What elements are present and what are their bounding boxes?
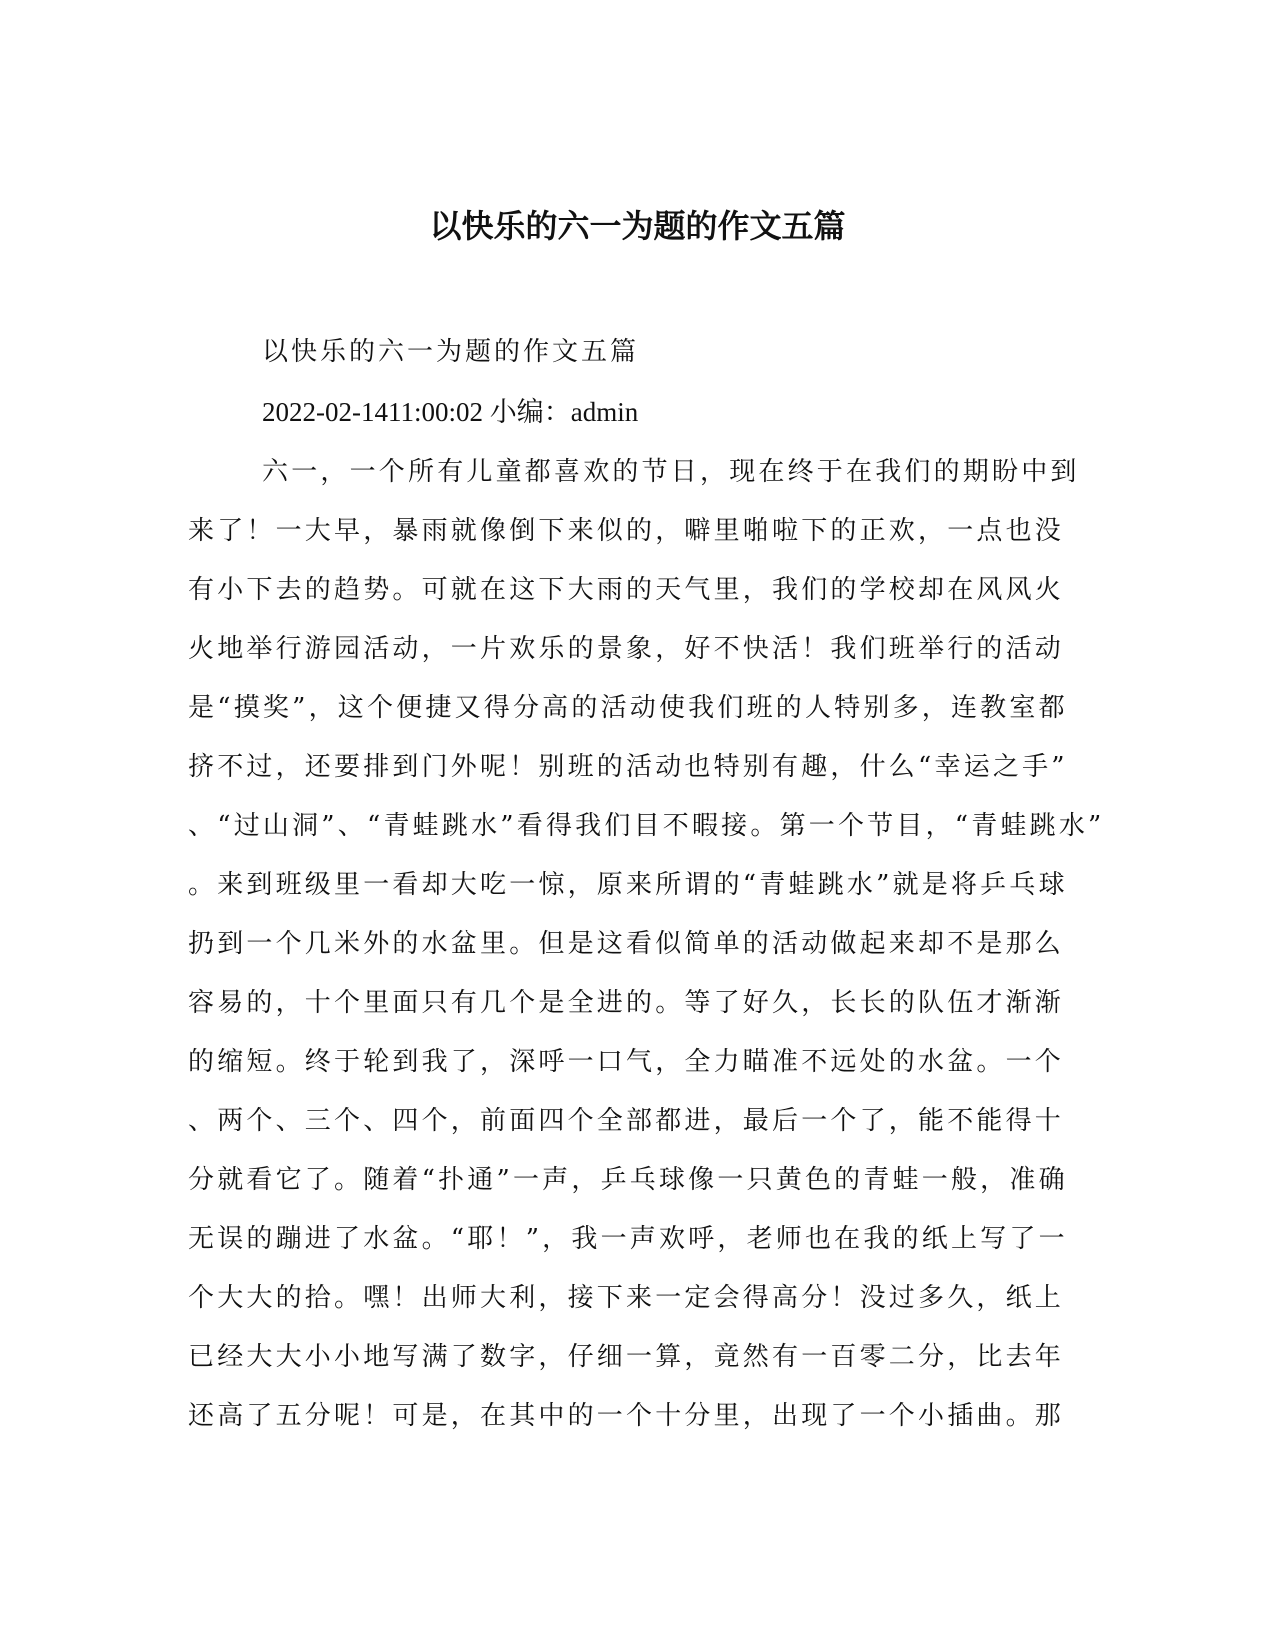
- article-subtitle: 以快乐的六一为题的作文五篇: [262, 337, 640, 367]
- body-line: 无误的蹦进了水盆。“耶！”，我一声欢呼，老师也在我的纸上写了一: [188, 1224, 1068, 1254]
- body-line: 、两个、三个、四个，前面四个全部都进，最后一个了，能不能得十: [188, 1106, 1065, 1136]
- body-line: 是“摸奖”，这个便捷又得分高的活动使我们班的人特别多，连教室都: [188, 693, 1068, 723]
- body-line: 。来到班级里一看却大吃一惊，原来所谓的“青蛙跳水”就是将乒乓球: [188, 870, 1068, 900]
- body-line: 火地举行游园活动，一片欢乐的景象，好不快活！我们班举行的活动: [188, 634, 1065, 664]
- body-line: 还高了五分呢！可是，在其中的一个十分里，出现了一个小插曲。那: [188, 1401, 1065, 1431]
- body-line: 挤不过，还要排到门外呢！别班的活动也特别有趣，什么“幸运之手”: [188, 752, 1068, 782]
- body-line: 来了！一大早，暴雨就像倒下来似的，噼里啪啦下的正欢，一点也没: [188, 516, 1065, 546]
- body-line: 容易的，十个里面只有几个是全进的。等了好久，长长的队伍才渐渐: [188, 988, 1065, 1018]
- body-line: 分就看它了。随着“扑通”一声，乒乓球像一只黄色的青蛙一般，准确: [188, 1165, 1068, 1195]
- article-meta: 2022-02-1411:00:02 小编：admin: [262, 397, 639, 427]
- body-line: 、“过山洞”、“青蛙跳水”看得我们目不暇接。第一个节目，“青蛙跳水”: [188, 811, 1105, 841]
- body-line: 扔到一个几米外的水盆里。但是这看似简单的活动做起来却不是那么: [188, 929, 1065, 959]
- page-title: 以快乐的六一为题的作文五篇: [429, 207, 846, 245]
- body-line: 个大大的拾。嘿！出师大利，接下来一定会得高分！没过多久，纸上: [188, 1283, 1065, 1313]
- body-line: 有小下去的趋势。可就在这下大雨的天气里，我们的学校却在风风火: [188, 575, 1065, 605]
- body-line: 的缩短。终于轮到我了，深呼一口气，全力瞄准不远处的水盆。一个: [188, 1047, 1065, 1077]
- body-line: 六一，一个所有儿童都喜欢的节日，现在终于在我们的期盼中到: [262, 457, 1080, 487]
- body-line: 已经大大小小地写满了数字，仔细一算，竟然有一百零二分，比去年: [188, 1342, 1065, 1372]
